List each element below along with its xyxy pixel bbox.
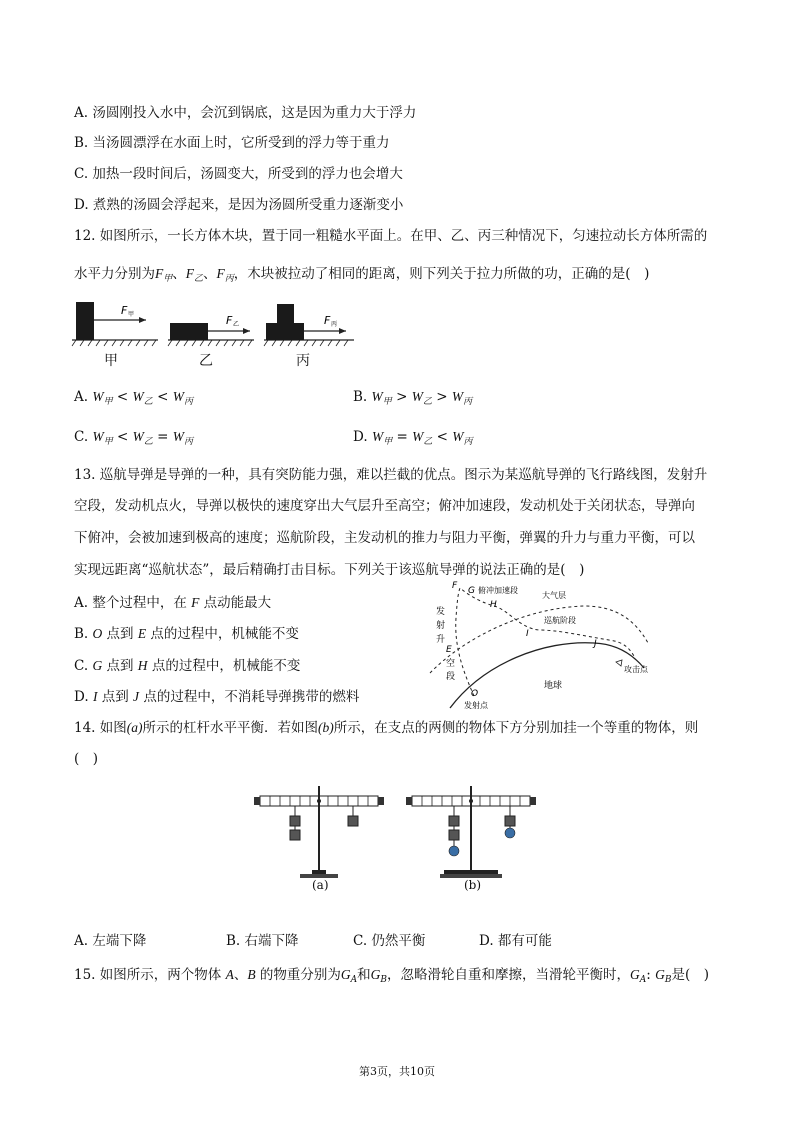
svg-text:I: I xyxy=(526,629,529,639)
svg-text:发: 发 xyxy=(436,607,446,617)
svg-text:乙: 乙 xyxy=(233,321,240,328)
q11-option-d: D. 煮熟的汤圆会浮起来，是因为汤圆所受重力逐渐变小 xyxy=(74,197,404,213)
q14-stem-line1: 14. 如图(a)所示的杠杆水平平衡．若如图(b)所示，在支点的两侧的物体下方分别加挂一个等重的物体，则 xyxy=(74,720,699,736)
q13-stem-line2: 空段，发动机点火，导弹以极快的速度穿出大气层升至高空；俯冲加速段，发动机处于关闭状态，导弹向 xyxy=(74,498,695,514)
svg-text:F: F xyxy=(226,314,233,327)
svg-text:攻击点: 攻击点 xyxy=(624,665,648,674)
q13-missile-figure xyxy=(424,578,664,717)
svg-text:大气层: 大气层 xyxy=(542,591,566,600)
q13-option-b: B. O 点到 E 点的过程中，机械能不变 xyxy=(74,626,299,642)
svg-text:H: H xyxy=(490,600,497,610)
svg-text:段: 段 xyxy=(446,672,456,682)
block-bing-top xyxy=(277,304,294,323)
q12-label-yi: 乙 xyxy=(199,353,213,369)
q13-option-d: D. I 点到 J 点的过程中，不消耗导弹携带的燃料 xyxy=(74,689,360,705)
q11-option-c: C. 加热一段时间后，汤圆变大，所受到的浮力也会增大 xyxy=(74,166,403,182)
svg-text:F: F xyxy=(452,581,458,591)
q14-caption-b: (b) xyxy=(464,878,482,892)
q14-option-a: A. 左端下降 xyxy=(74,933,147,949)
q12-option-d: D. $W_甲 = W_乙 < W_丙$ xyxy=(353,429,473,447)
q11-option-a: A. 汤圆刚投入水中，会沉到锅底，这是因为重力大于浮力 xyxy=(74,105,417,121)
q13-option-a: A. 整个过程中，在 F 点动能最大 xyxy=(74,595,272,611)
q14-option-d: D. 都有可能 xyxy=(479,933,552,949)
q12-option-a: A. $W_甲 < W_乙 < W_丙$ xyxy=(74,389,193,407)
svg-text:F: F xyxy=(121,304,128,317)
block-bing-bottom xyxy=(266,323,304,340)
svg-text:俯冲加速段: 俯冲加速段 xyxy=(478,586,518,595)
page-footer: 第3页，共10页 xyxy=(359,1065,435,1078)
svg-text:J: J xyxy=(594,639,597,649)
svg-text:甲: 甲 xyxy=(128,311,135,318)
q14-caption-a: (a) xyxy=(312,878,329,892)
svg-text:F: F xyxy=(324,314,331,327)
q12-option-b: B. $W_甲 > W_乙 > W_丙$ xyxy=(353,389,473,407)
q13-option-c: C. G 点到 H 点的过程中，机械能不变 xyxy=(74,658,301,674)
svg-text:O: O xyxy=(471,689,479,699)
svg-text:空: 空 xyxy=(446,659,456,669)
svg-text:升: 升 xyxy=(436,635,446,645)
q15-stem: 15. 如图所示，两个物体 A、B 的物重分别为$G_A$和$G_B$，忽略滑轮自重和摩擦，当滑轮平衡时，$G_A$: $G_B$是( ) xyxy=(74,967,710,985)
q14-option-c: C. 仍然平衡 xyxy=(353,933,426,949)
block-yi xyxy=(170,323,208,340)
q14-stem-line2: ( ) xyxy=(74,751,99,767)
q13-stem-line4: 实现远距离“巡航状态”，最后精确打击目标。下列关于该巡航导弹的说法正确的是( ) xyxy=(74,562,585,578)
q14-option-b: B. 右端下降 xyxy=(226,933,299,949)
q12-label-bing: 丙 xyxy=(296,353,310,369)
svg-text:E: E xyxy=(446,645,452,655)
q12-option-c: C. $W_甲 < W_乙 = W_丙$ xyxy=(74,429,194,447)
q13-stem-line1: 13. 巡航导弹是导弹的一种，具有突防能力强，难以拦截的优点。图示为某巡航导弹的飞行路线图，发射升 xyxy=(74,467,708,483)
q13-stem-line3: 下俯冲，会被加速到极高的速度；巡航阶段，主发动机的推力与阻力平衡，弹翼的升力与重力平衡，可以 xyxy=(74,530,695,546)
svg-text:巡航阶段: 巡航阶段 xyxy=(544,616,576,625)
q12-stem-line1: 12. 如图所示，一长方体木块，置于同一粗糙水平面上。在甲、乙、丙三种情况下，匀速拉动长方体所需的 xyxy=(74,228,708,244)
svg-text:G: G xyxy=(468,586,475,596)
svg-text:丙: 丙 xyxy=(331,321,338,328)
q12-stem-line2: 水平力分别为$F_甲$、$F_乙$、$F_丙$，木块被拉动了相同的距离，则下列关于拉力所做的功，正确的是( ) xyxy=(74,266,650,284)
block-jia xyxy=(76,302,94,340)
q11-option-b: B. 当汤圆漂浮在水面上时，它所受到的浮力等于重力 xyxy=(74,135,390,151)
svg-text:地球: 地球 xyxy=(544,681,563,691)
svg-text:射: 射 xyxy=(436,621,446,631)
svg-text:发射点: 发射点 xyxy=(464,701,488,710)
q12-label-jia: 甲 xyxy=(104,353,118,369)
